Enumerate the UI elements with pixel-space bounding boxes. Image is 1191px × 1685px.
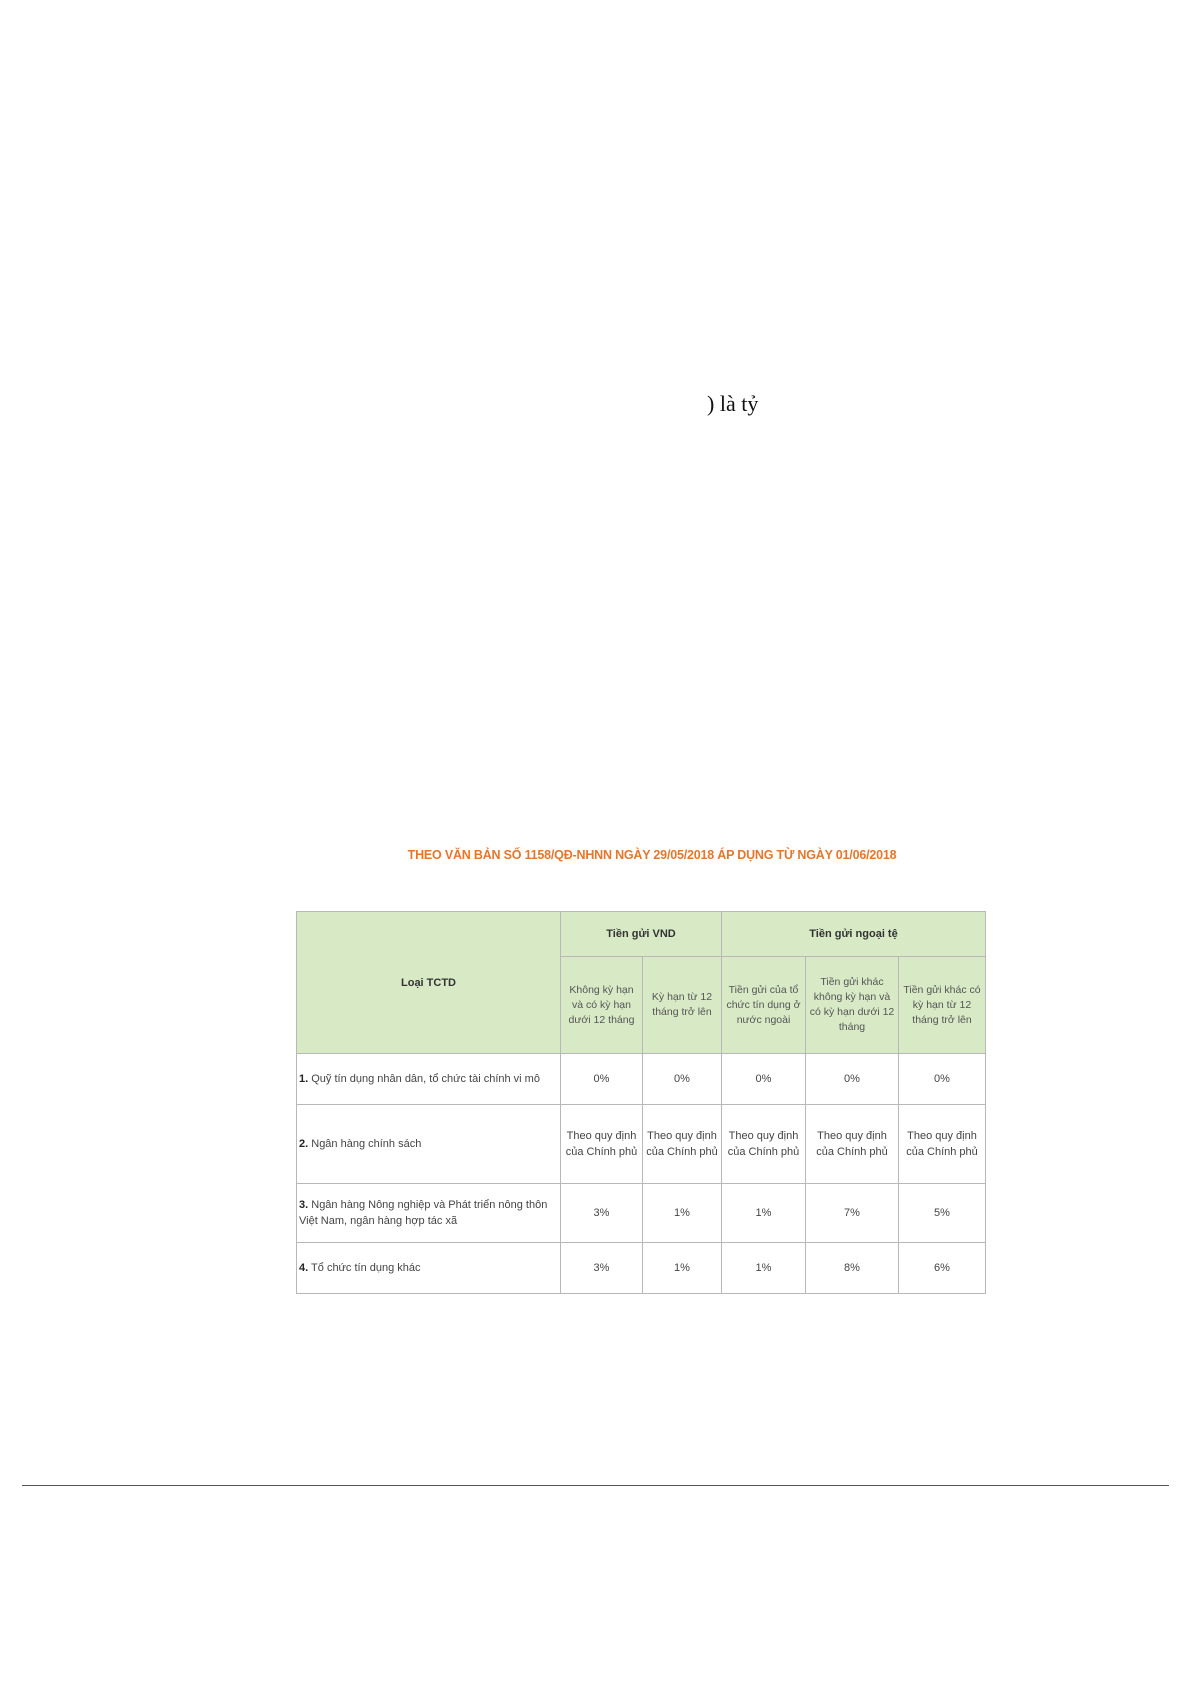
table-title: THEO VĂN BẢN SỐ 1158/QĐ-NHNN NGÀY 29/05/2018 ÁP DỤNG TỪ NGÀY 01/06/2018 <box>407 848 897 862</box>
table-cell: Theo quy định của Chính phủ <box>561 1105 643 1184</box>
table-cell: 0% <box>643 1054 722 1105</box>
row-number: 3. <box>299 1199 309 1211</box>
header-group-foreign-currency-deposits: Tiền gửi ngoại tệ <box>722 912 986 957</box>
row-label-text: Quỹ tín dụng nhân dân, tổ chức tài chính vi mô <box>308 1073 540 1085</box>
table-cell: 6% <box>899 1243 986 1294</box>
table-row <box>297 1184 986 1243</box>
row-number: 1. <box>299 1073 309 1085</box>
subheader-fx-other-long-term: Tiền gửi khác có kỳ hạn từ 12 tháng trở lên <box>899 957 986 1054</box>
table-cell: Theo quy định của Chính phủ <box>722 1105 806 1184</box>
body-text-fragment: ) là tỷ <box>707 391 759 416</box>
table-cell: 1% <box>722 1243 806 1294</box>
table-row <box>297 1054 986 1105</box>
table-cell: 0% <box>899 1054 986 1105</box>
row-label-text: Ngân hàng chính sách <box>308 1138 422 1150</box>
subheader-fx-other-short-term: Tiền gửi khác không kỳ hạn và có kỳ hạn dưới 12 tháng <box>806 957 899 1054</box>
reserve-ratio-table <box>296 911 986 1294</box>
table-cell: 1% <box>722 1184 806 1243</box>
row-label <box>297 1054 561 1105</box>
table-cell: 0% <box>722 1054 806 1105</box>
row-label-text: Ngân hàng Nông nghiệp và Phát triển nông thôn Việt Nam, ngân hàng hợp tác xã <box>299 1199 548 1227</box>
table-cell: 0% <box>806 1054 899 1105</box>
table-row <box>297 1243 986 1294</box>
table-cell: 3% <box>561 1243 643 1294</box>
table-cell: 3% <box>561 1184 643 1243</box>
row-label <box>297 1184 561 1243</box>
subheader-fx-foreign-institutions: Tiền gửi của tổ chức tín dụng ở nước ngoài <box>722 957 806 1054</box>
row-number: 4. <box>299 1262 309 1274</box>
footer-divider <box>22 1485 1169 1486</box>
row-label <box>297 1243 561 1294</box>
table-cell: Theo quy định của Chính phủ <box>899 1105 986 1184</box>
header-group-vnd-deposits: Tiền gửi VND <box>561 912 722 957</box>
table-cell: Theo quy định của Chính phủ <box>806 1105 899 1184</box>
row-label-text: Tổ chức tín dụng khác <box>308 1262 421 1274</box>
table-cell: Theo quy định của Chính phủ <box>643 1105 722 1184</box>
table-cell: 5% <box>899 1184 986 1243</box>
table-cell: 1% <box>643 1243 722 1294</box>
table-cell: 7% <box>806 1184 899 1243</box>
table-cell: 8% <box>806 1243 899 1294</box>
row-number: 2. <box>299 1138 309 1150</box>
header-institution-type: Loại TCTD <box>297 912 561 1054</box>
subheader-vnd-short-term: Không kỳ hạn và có kỳ hạn dưới 12 tháng <box>561 957 643 1054</box>
subheader-vnd-long-term: Kỳ hạn từ 12 tháng trở lên <box>643 957 722 1054</box>
table-cell: 1% <box>643 1184 722 1243</box>
row-label <box>297 1105 561 1184</box>
table-row <box>297 1105 986 1184</box>
table-cell: 0% <box>561 1054 643 1105</box>
